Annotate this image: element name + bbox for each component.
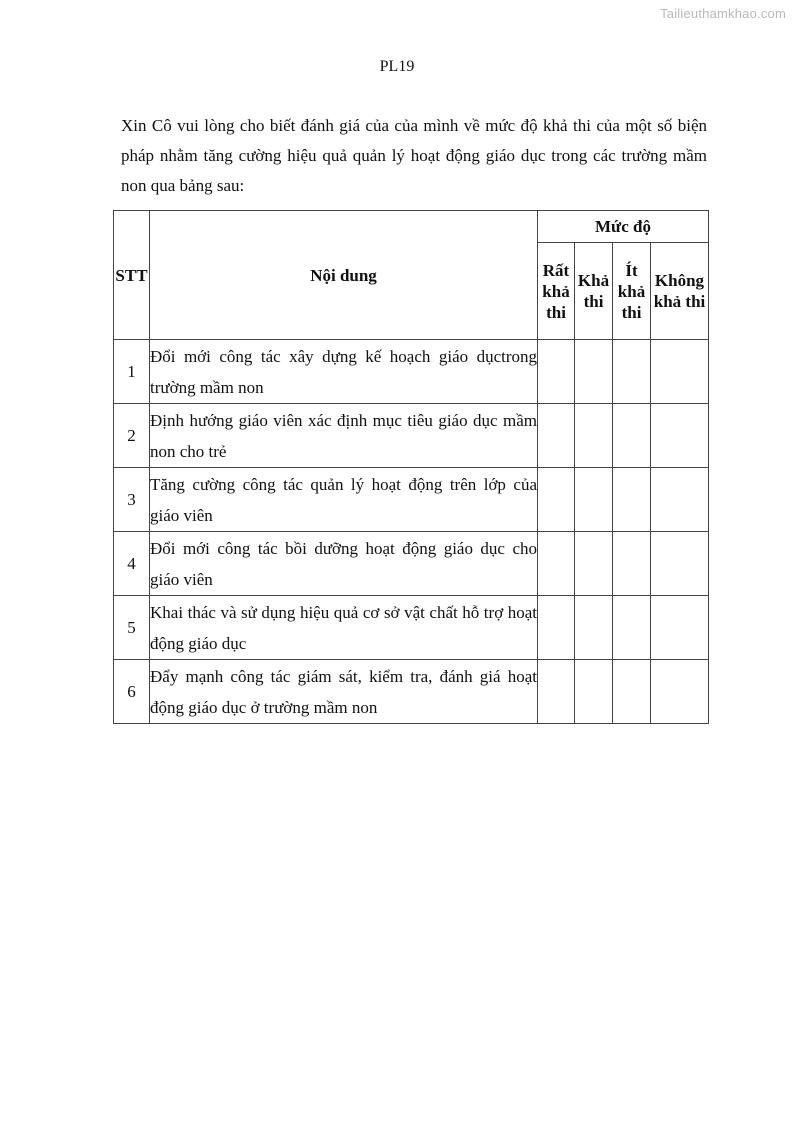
rating-cell[interactable]: [651, 340, 709, 404]
header-row-top: [114, 211, 709, 243]
rating-cell[interactable]: [575, 596, 613, 660]
rating-cell[interactable]: [651, 596, 709, 660]
row-stt: 4: [114, 532, 150, 596]
rating-cell[interactable]: [613, 340, 651, 404]
rating-cell[interactable]: [575, 660, 613, 724]
header-level-very-feasible: Rất khả thi: [538, 243, 575, 340]
rating-cell[interactable]: [575, 404, 613, 468]
row-content: Đẩy mạnh công tác giám sát, kiểm tra, đánh giá hoạt động giáo dục ở trường mầm non: [150, 660, 538, 724]
intro-paragraph: Xin Cô vui lòng cho biết đánh giá của của mình về mức độ khả thi của một số biện pháp nhằm tăng cường hiệu quả quản lý hoạt động giáo dục trong các trường mầm non qua bảng sau:: [121, 116, 707, 195]
rating-cell[interactable]: [538, 340, 575, 404]
rating-cell[interactable]: [651, 404, 709, 468]
row-stt: 3: [114, 468, 150, 532]
rating-cell[interactable]: [538, 468, 575, 532]
rating-cell[interactable]: [538, 532, 575, 596]
header-level-feasible: Khả thi: [575, 243, 613, 340]
table-row: [114, 404, 709, 468]
rating-cell[interactable]: [613, 532, 651, 596]
rating-cell[interactable]: [613, 596, 651, 660]
row-stt: 2: [114, 404, 150, 468]
row-content: Định hướng giáo viên xác định mục tiêu giáo dục mầm non cho trẻ: [150, 404, 538, 468]
rating-cell[interactable]: [613, 660, 651, 724]
row-stt: 1: [114, 340, 150, 404]
header-content: Nội dung: [150, 211, 538, 340]
survey-table: [113, 210, 709, 724]
header-level-less-feasible: Ít khả thi: [613, 243, 651, 340]
row-stt: 6: [114, 660, 150, 724]
rating-cell[interactable]: [538, 596, 575, 660]
header-level: Mức độ: [538, 211, 709, 243]
row-content: Khai thác và sử dụng hiệu quả cơ sở vật chất hỗ trợ hoạt động giáo dục: [150, 596, 538, 660]
rating-cell[interactable]: [651, 660, 709, 724]
header-stt: STT: [114, 211, 150, 340]
row-content: Đổi mới công tác xây dựng kế hoạch giáo dụctrong trường mầm non: [150, 340, 538, 404]
row-content: Tăng cường công tác quản lý hoạt động trên lớp của giáo viên: [150, 468, 538, 532]
rating-cell[interactable]: [575, 468, 613, 532]
row-stt: 5: [114, 596, 150, 660]
row-content: Đổi mới công tác bồi dưỡng hoạt động giáo dục cho giáo viên: [150, 532, 538, 596]
page-number: PL19: [379, 58, 415, 75]
rating-cell[interactable]: [538, 660, 575, 724]
rating-cell[interactable]: [575, 340, 613, 404]
rating-cell[interactable]: [613, 468, 651, 532]
header-level-not-feasible: Không khả thi: [651, 243, 709, 340]
table-row: [114, 340, 709, 404]
rating-cell[interactable]: [651, 468, 709, 532]
table-row: [114, 468, 709, 532]
rating-cell[interactable]: [575, 532, 613, 596]
rating-cell[interactable]: [651, 532, 709, 596]
rating-cell[interactable]: [613, 404, 651, 468]
table-row: [114, 532, 709, 596]
rating-cell[interactable]: [538, 404, 575, 468]
table-row: [114, 596, 709, 660]
watermark: Tailieuthamkhao.com: [660, 6, 786, 21]
table-row: [114, 660, 709, 724]
